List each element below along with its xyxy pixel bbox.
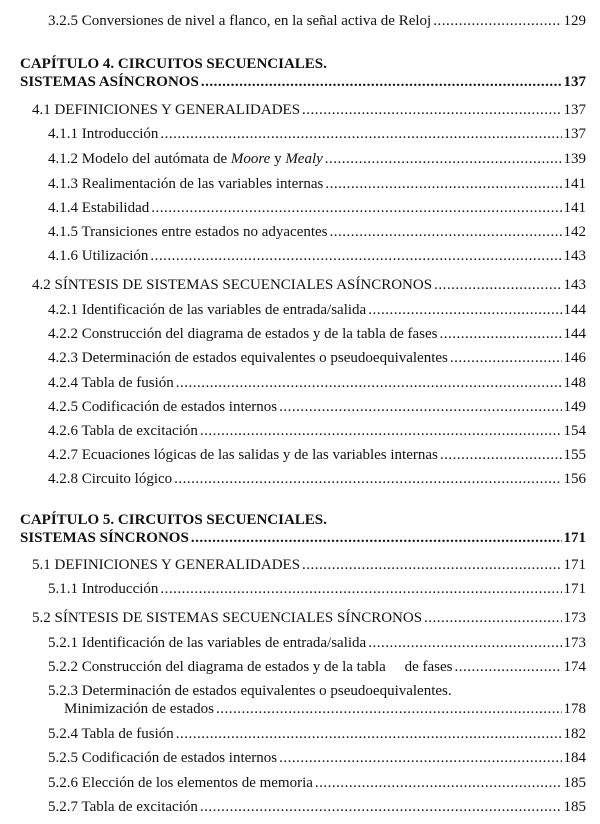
section-5-2[interactable] bbox=[32, 609, 586, 627]
page-number: 137 bbox=[563, 126, 586, 142]
page-number: 174 bbox=[563, 659, 586, 675]
entry-title: 4.2.6 Tabla de excitación bbox=[48, 423, 198, 439]
toc-entry[interactable] bbox=[48, 301, 586, 319]
dot-leader bbox=[279, 749, 561, 767]
page-number: 144 bbox=[563, 326, 586, 342]
entry-title: 4.2.7 Ecuaciones lógicas de las salidas y de las variables internas bbox=[48, 447, 438, 463]
page-number: 143 bbox=[563, 277, 586, 293]
toc-entry[interactable] bbox=[48, 749, 586, 767]
entry-title: 4.1.1 Introducción bbox=[48, 126, 159, 142]
page-number: 173 bbox=[563, 635, 586, 651]
page-number: 184 bbox=[563, 750, 586, 766]
toc-entry[interactable] bbox=[48, 798, 586, 816]
page-number: 182 bbox=[563, 726, 586, 742]
dot-leader bbox=[201, 73, 562, 91]
entry-title: Conversiones de nivel a flanco, en la señal activa de Reloj bbox=[81, 13, 432, 29]
dot-leader bbox=[302, 101, 561, 119]
entry-title: 4.1.6 Utilización bbox=[48, 248, 149, 264]
page-number: 185 bbox=[563, 775, 586, 791]
section-title: 5.1 DEFINICIONES Y GENERALIDADES bbox=[32, 557, 301, 573]
section-title: 5.2 SÍNTESIS DE SISTEMAS SECUENCIALES SÍNCRONOS bbox=[32, 610, 423, 626]
dot-leader bbox=[450, 349, 562, 367]
dot-leader bbox=[434, 276, 561, 294]
page-number: 129 bbox=[563, 13, 586, 29]
page-number: 171 bbox=[563, 557, 586, 573]
dot-leader bbox=[176, 374, 562, 392]
page-number: 139 bbox=[563, 151, 586, 167]
entry-title-part: 4.1.2 Modelo del autómata de bbox=[48, 151, 231, 167]
page-number: 154 bbox=[563, 423, 586, 439]
entry-title bbox=[48, 150, 323, 168]
dot-leader bbox=[176, 725, 562, 743]
page-number: 178 bbox=[563, 701, 586, 717]
chapter-5-subtitle: SISTEMAS SÍNCRONOS bbox=[20, 530, 189, 546]
page-number: 137 bbox=[563, 74, 586, 90]
chapter-4-title: CAPÍTULO 4. CIRCUITOS SECUENCIALES. bbox=[20, 56, 327, 72]
dot-leader bbox=[368, 634, 561, 652]
dot-leader bbox=[315, 774, 562, 792]
page-number: 143 bbox=[563, 248, 586, 264]
dot-leader bbox=[325, 175, 561, 193]
entry-title: 5.1.1 Introducción bbox=[48, 581, 159, 597]
section-4-2[interactable] bbox=[32, 276, 586, 294]
entry-title: 5.2.4 Tabla de fusión bbox=[48, 726, 174, 742]
entry-title: 5.2.6 Elección de los elementos de memoria bbox=[48, 775, 313, 791]
entry-title: 5.2.2 Construcción del diagrama de estados y de la tabla de fases bbox=[48, 659, 453, 675]
page-number: 155 bbox=[563, 447, 586, 463]
dot-leader bbox=[424, 609, 561, 627]
toc-entry[interactable] bbox=[48, 774, 586, 792]
page-number: 141 bbox=[563, 176, 586, 192]
toc-entry[interactable] bbox=[48, 12, 586, 30]
entry-title: 4.1.4 Estabilidad bbox=[48, 200, 150, 216]
dot-leader bbox=[330, 223, 562, 241]
section-title: 4.1 DEFINICIONES Y GENERALIDADES bbox=[32, 102, 301, 118]
dot-leader bbox=[368, 301, 561, 319]
page-number: 146 bbox=[563, 350, 586, 366]
entry-title-italic: Moore bbox=[230, 151, 271, 167]
toc-entry[interactable] bbox=[48, 374, 586, 392]
dot-leader bbox=[174, 470, 561, 488]
dot-leader bbox=[454, 658, 561, 676]
dot-leader bbox=[151, 199, 561, 217]
toc-entry[interactable] bbox=[48, 470, 586, 488]
dot-leader bbox=[279, 398, 561, 416]
entry-title: 5.2.1 Identificación de las variables de entrada/salida bbox=[48, 635, 367, 651]
toc-entry[interactable] bbox=[48, 725, 586, 743]
toc-entry[interactable] bbox=[48, 223, 586, 241]
section-title: 4.2 SÍNTESIS DE SISTEMAS SECUENCIALES ASÍNCRONOS bbox=[32, 277, 433, 293]
page-number: 171 bbox=[563, 530, 586, 546]
toc-entry[interactable] bbox=[48, 580, 586, 598]
entry-title: 4.1.5 Transiciones entre estados no adyacentes bbox=[48, 224, 328, 240]
entry-title: 4.2.5 Codificación de estados internos bbox=[48, 399, 278, 415]
page-number: 156 bbox=[563, 471, 586, 487]
toc-entry[interactable] bbox=[48, 349, 586, 367]
dot-leader bbox=[150, 247, 561, 265]
entry-title: 4.2.2 Construcción del diagrama de estados y de la tabla de fases bbox=[48, 326, 438, 342]
toc-entry[interactable] bbox=[48, 125, 586, 143]
toc-entry[interactable] bbox=[48, 446, 586, 464]
page-number: 141 bbox=[563, 200, 586, 216]
entry-title-line2: Minimización de estados bbox=[64, 701, 214, 717]
entry-title-part: y bbox=[270, 151, 286, 167]
entry-title: 4.2.3 Determinación de estados equivalentes o pseudoequivalentes bbox=[48, 350, 448, 366]
page-number: 171 bbox=[563, 581, 586, 597]
page-number: 185 bbox=[563, 799, 586, 815]
chapter-4-entry[interactable] bbox=[20, 73, 586, 91]
dot-leader bbox=[200, 422, 562, 440]
toc-entry[interactable] bbox=[48, 247, 586, 265]
toc-entry[interactable] bbox=[48, 175, 586, 193]
dot-leader bbox=[440, 446, 562, 464]
section-5-1[interactable] bbox=[32, 556, 586, 574]
toc-entry[interactable] bbox=[64, 700, 586, 718]
toc-entry[interactable] bbox=[48, 422, 586, 440]
entry-title: 4.2.8 Circuito lógico bbox=[48, 471, 173, 487]
dot-leader bbox=[216, 700, 562, 718]
dot-leader bbox=[160, 580, 561, 598]
dot-leader bbox=[302, 556, 561, 574]
toc-entry[interactable] bbox=[48, 398, 586, 416]
toc-entry[interactable] bbox=[48, 150, 586, 168]
page-number: 149 bbox=[563, 399, 586, 415]
page-number: 148 bbox=[563, 375, 586, 391]
section-4-1[interactable] bbox=[32, 101, 586, 119]
chapter-5-title: CAPÍTULO 5. CIRCUITOS SECUENCIALES. bbox=[20, 512, 327, 528]
dot-leader bbox=[160, 125, 561, 143]
entry-title: 5.2.5 Codificación de estados internos bbox=[48, 750, 278, 766]
dot-leader bbox=[325, 150, 562, 168]
page-number: 137 bbox=[563, 102, 586, 118]
toc-entry[interactable] bbox=[48, 658, 586, 676]
dot-leader bbox=[439, 325, 561, 343]
toc-entry[interactable] bbox=[48, 634, 586, 652]
dot-leader bbox=[191, 529, 562, 547]
chapter-4-subtitle: SISTEMAS ASÍNCRONOS bbox=[20, 74, 199, 90]
entry-title: 4.2.4 Tabla de fusión bbox=[48, 375, 174, 391]
page-number: 144 bbox=[563, 302, 586, 318]
entry-title: 4.1.3 Realimentación de las variables internas bbox=[48, 176, 324, 192]
dot-leader bbox=[433, 12, 561, 30]
dot-leader bbox=[200, 798, 562, 816]
entry-title: 5.2.7 Tabla de excitación bbox=[48, 799, 198, 815]
page-number: 173 bbox=[563, 610, 586, 626]
entry-title-line1: 5.2.3 Determinación de estados equivalentes o pseudoequivalentes. bbox=[48, 683, 452, 699]
chapter-5-entry[interactable] bbox=[20, 529, 586, 547]
toc-entry[interactable] bbox=[48, 325, 586, 343]
toc-entry[interactable] bbox=[48, 199, 586, 217]
entry-title-italic: Mealy bbox=[285, 151, 323, 167]
page-number: 142 bbox=[563, 224, 586, 240]
entry-title: 4.2.1 Identificación de las variables de entrada/salida bbox=[48, 302, 367, 318]
entry-number: 3.2.5 bbox=[48, 13, 78, 29]
